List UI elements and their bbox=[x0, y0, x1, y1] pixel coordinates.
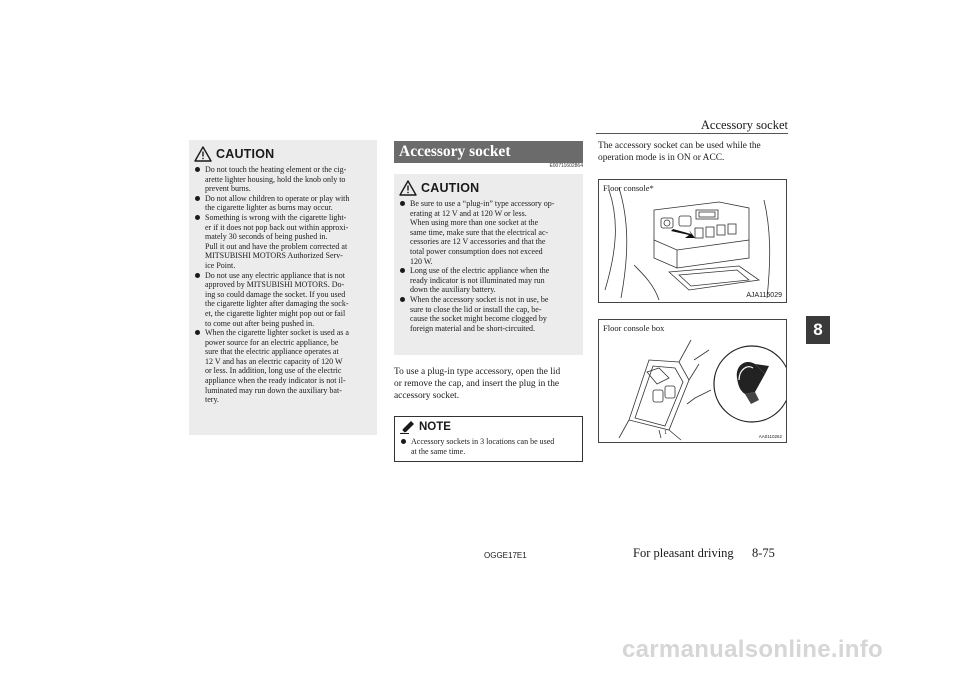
bullet-line: 12 V and has an electric capacity of 120 W bbox=[205, 356, 343, 366]
bullet-line: ready indicator is not illuminated may run bbox=[410, 275, 545, 285]
paragraph-line: operation mode is in ON or ACC. bbox=[598, 153, 725, 164]
bullet-line: the cigarette lighter as burns may occur. bbox=[205, 203, 333, 213]
floor-console-illustration bbox=[599, 180, 787, 303]
description-paragraph bbox=[598, 140, 787, 164]
header-rule bbox=[596, 133, 788, 134]
figure-floor-console bbox=[598, 179, 787, 303]
bullet-line: sure to close the lid or install the cap, be- bbox=[410, 304, 542, 314]
page-number: 8-75 bbox=[752, 546, 775, 560]
bullet-line: or less. In addition, long use of the electric bbox=[205, 366, 342, 376]
header-title: Accessory socket bbox=[700, 118, 788, 132]
bullet-line: foreign material and be short-circuited. bbox=[410, 323, 536, 333]
bullet-line: sure that the electric appliance operates at bbox=[205, 347, 339, 357]
bullet-item bbox=[194, 328, 373, 405]
note-list bbox=[400, 437, 578, 456]
bullet-line: approved by MITSUBISHI MOTORS. Do- bbox=[205, 280, 345, 290]
footer-section: For pleasant driving bbox=[633, 546, 734, 560]
bullet-line: same time, make sure that the electrical ac- bbox=[410, 227, 549, 237]
bullet-line: Accessory sockets in 3 locations can be used bbox=[411, 437, 555, 446]
bullet-item bbox=[194, 165, 373, 194]
caution-header bbox=[194, 144, 373, 163]
caution-box-middle bbox=[394, 174, 583, 355]
caution-label: CAUTION bbox=[216, 146, 275, 161]
chapter-tab: 8 bbox=[806, 316, 830, 344]
bullet-line: When the cigarette lighter socket is used as a bbox=[205, 328, 349, 338]
bullet-line: luminated may run down the auxiliary bat- bbox=[205, 385, 342, 395]
paragraph-line: accessory socket. bbox=[394, 391, 460, 402]
figure-label: Floor console* bbox=[603, 183, 654, 193]
bullet-line: cessories are 12 V accessories and that the bbox=[410, 237, 546, 247]
warning-triangle-icon bbox=[194, 146, 212, 162]
bullet-line: at the same time. bbox=[411, 446, 466, 456]
bullet-line: power source for an electric appliance, be bbox=[205, 337, 339, 347]
figure-code: AJA115029 bbox=[746, 292, 782, 299]
instruction-paragraph bbox=[394, 366, 583, 403]
bullet-line: to come out after being pushed in. bbox=[205, 318, 315, 328]
warning-triangle-icon bbox=[399, 180, 417, 196]
bullet-line: Long use of the electric appliance when the bbox=[410, 266, 550, 276]
bullet-line: Do not allow children to operate or play with bbox=[205, 193, 350, 203]
bullet-line: mately 30 seconds of being pushed in. bbox=[205, 232, 328, 242]
bullet-line: the cigarette lighter after damaging the sock- bbox=[205, 299, 349, 309]
bullet-line: prevent burns. bbox=[205, 184, 251, 194]
floor-console-box-illustration bbox=[599, 320, 787, 443]
bullet-item bbox=[194, 194, 373, 213]
figure-code: AA0110262 bbox=[758, 434, 782, 439]
caution-header bbox=[399, 178, 579, 197]
section-title: Accessory socket bbox=[394, 141, 583, 163]
bullet-line: appliance when the ready indicator is not il- bbox=[205, 376, 346, 386]
bullet-line: erating at 12 V and at 120 W or less. bbox=[410, 208, 527, 218]
bullet-line: Pull it out and have the problem corrected at bbox=[205, 241, 348, 251]
bullet-line: Be sure to use a “plug-in” type accessory op- bbox=[410, 199, 555, 208]
figure-floor-console-box bbox=[598, 319, 787, 443]
bullet-line: tery. bbox=[205, 395, 219, 405]
caution-box-left bbox=[189, 140, 377, 435]
bullet-item bbox=[400, 437, 578, 456]
figure-label: Floor console box bbox=[603, 323, 665, 333]
bullet-item bbox=[399, 199, 579, 266]
paragraph-line: The accessory socket can be used while the bbox=[598, 141, 761, 151]
bullet-item bbox=[194, 271, 373, 329]
watermark: carmanualsonline.info bbox=[622, 636, 884, 663]
section-code: E00711602864 bbox=[549, 163, 583, 169]
bullet-line: arette lighter housing, hold the knob only to bbox=[205, 174, 346, 184]
bullet-line: er if it does not pop back out within approxi- bbox=[205, 222, 349, 232]
figure-callout: 1 bbox=[664, 430, 667, 436]
bullet-line: Something is wrong with the cigarette light- bbox=[205, 212, 347, 222]
bullet-line: ice Point. bbox=[205, 260, 236, 270]
bullet-line: When using more than one socket at the bbox=[410, 218, 539, 228]
footer-code: OGGE17E1 bbox=[484, 551, 527, 560]
paragraph-line: or remove the cap, and insert the plug in the bbox=[394, 379, 560, 390]
bullet-line: down the auxiliary battery. bbox=[410, 285, 496, 295]
note-label: NOTE bbox=[419, 421, 451, 433]
bullet-line: ing so could damage the socket. If you used bbox=[205, 289, 346, 299]
bullet-line: When the accessory socket is not in use, be bbox=[410, 294, 549, 304]
note-box bbox=[394, 416, 583, 462]
bullet-line: cause the socket might become clogged by bbox=[410, 314, 547, 324]
bullet-item bbox=[399, 295, 579, 333]
bullet-line: 120 W. bbox=[410, 256, 433, 266]
bullet-line: total power consumption does not exceed bbox=[410, 246, 543, 256]
bullet-item bbox=[399, 266, 579, 295]
paragraph-line: To use a plug-in type accessory, open the lid bbox=[394, 367, 561, 377]
caution-label: CAUTION bbox=[421, 180, 480, 195]
note-pencil-icon bbox=[400, 420, 416, 434]
caution-list bbox=[399, 199, 579, 333]
caution-list bbox=[194, 165, 373, 405]
note-header bbox=[400, 419, 578, 435]
bullet-line: et, the cigarette lighter might pop out or fail bbox=[205, 308, 346, 318]
bullet-line: Do not use any electric appliance that is not bbox=[205, 270, 345, 280]
bullet-item bbox=[194, 213, 373, 271]
bullet-line: MITSUBISHI MOTORS Authorized Serv- bbox=[205, 251, 343, 261]
bullet-line: Do not touch the heating element or the cig- bbox=[205, 165, 347, 174]
